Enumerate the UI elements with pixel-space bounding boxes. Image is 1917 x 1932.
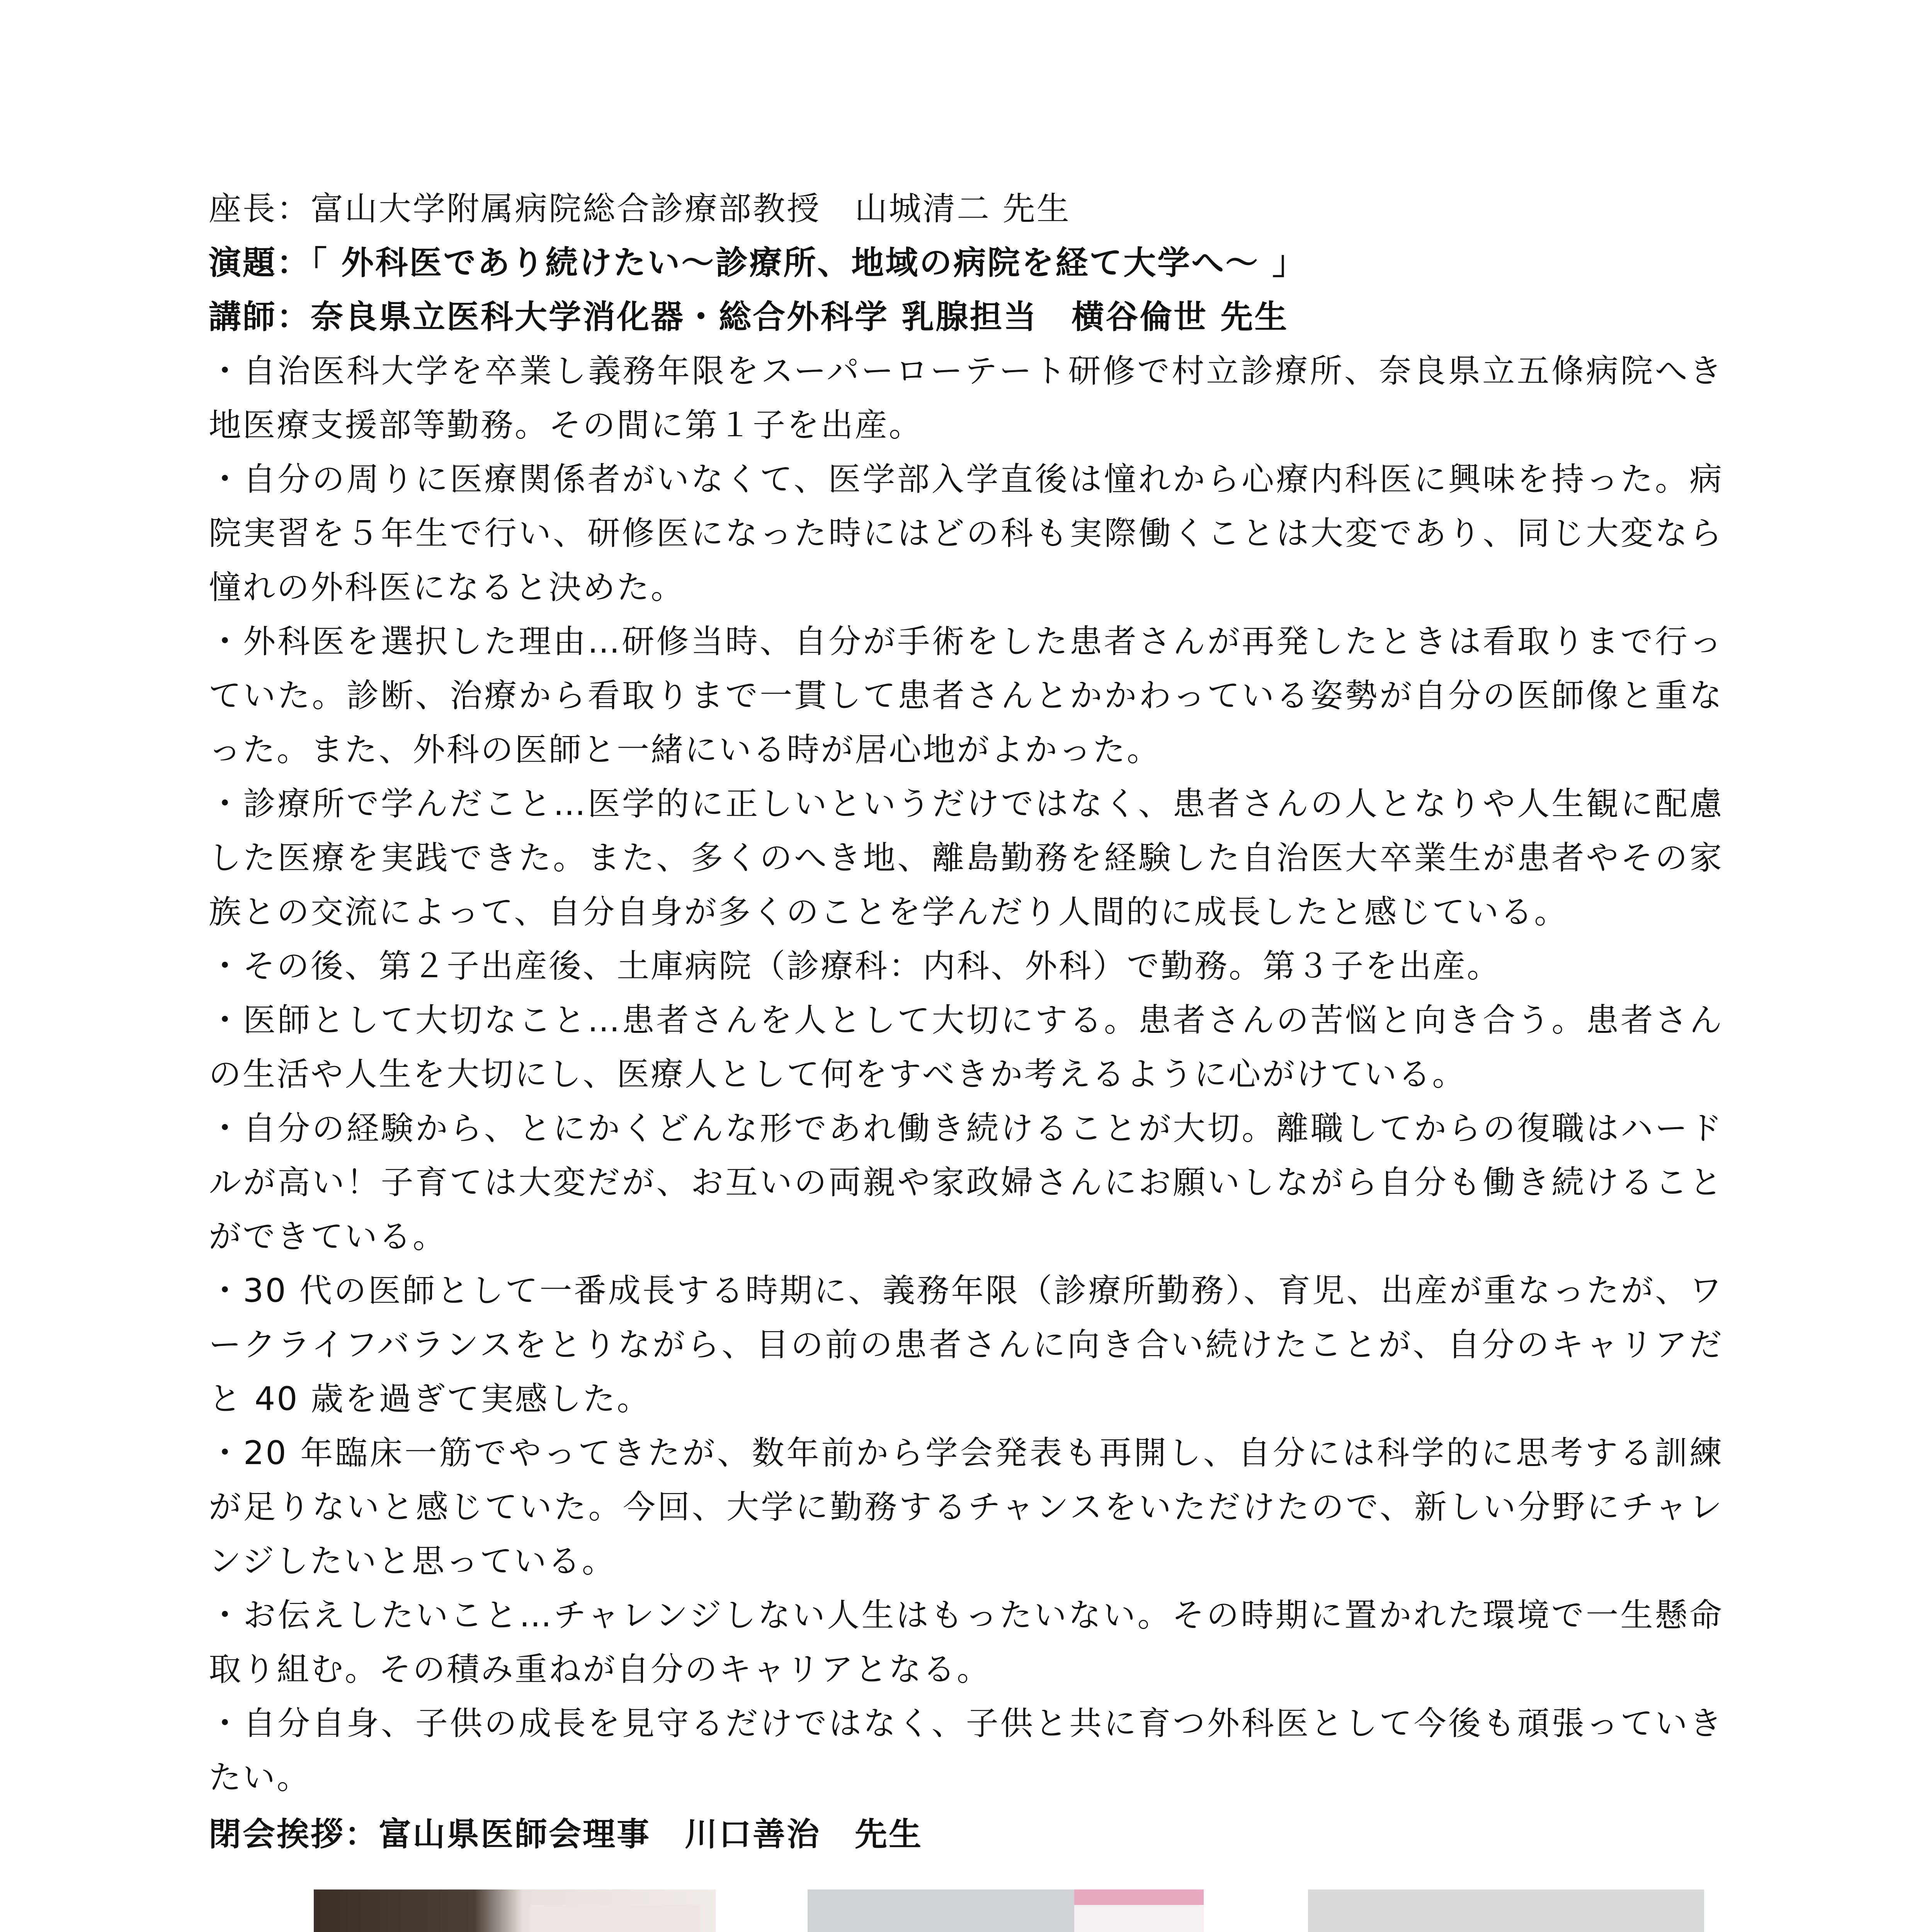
paragraph: ・自分の経験から、とにかくどんな形であれ働き続けることが大切。離職してからの復職はハードルが高い！子育ては大変だが、お互いの両親や家政婦さんにお願いしながら自分も働き続けることができている。 <box>209 1109 1723 1255</box>
paragraph: ・20 年臨床一筋でやってきたが、数年前から学会発表も再開し、自分には科学的に思考する訓練が足りないと感じていた。今回、大学に勤務するチャンスをいただけたので、新しい分野にチャレンジしたいと思っている。 <box>209 1434 1723 1580</box>
paragraph: ・お伝えしたいこと…チャレンジしない人生はもったいない。その時期に置かれた環境で一生懸命取り組む。その積み重ねが自分のキャリアとなる。 <box>209 1596 1723 1688</box>
photo-speaker-hoshino <box>808 1889 1204 1932</box>
paragraph: ・自分の周りに医療関係者がいなくて、医学部入学直後は憧れから心療内科医に興味を持った。病院実習を５年生で行い、研修医になった時にはどの科も実際働くことは大変であり、同じ大変なら憧れの外科医になると決めた。 <box>209 460 1723 606</box>
paragraph: ・その後、第２子出産後、土庫病院（診療科：内科、外科）で勤務。第３子を出産。 <box>209 947 1501 985</box>
paragraph: ・30 代の医師として一番成長する時期に、義務年限（診療所勤務）、育児、出産が重なったが、ワークライフバランスをとりながら、目の前の患者さんに向き合い続けたことが、自分のキャリアだと 40 歳を過ぎて実感した。 <box>209 1272 1723 1418</box>
paragraph: ・外科医を選択した理由…研修当時、自分が手術をした患者さんが再発したときは看取りまで行っていた。診断、治療から看取りまで一貫して患者さんとかかわっている姿勢が自分の医師像と重なった。また、外科の医師と一緒にいる時が居心地がよかった。 <box>209 622 1723 769</box>
projection-screen <box>530 1905 700 1932</box>
paragraph: ・医師として大切なこと…患者さんを人として大切にする。患者さんの苦悩と向き合う。患者さんの生活や人生を大切にし、医療人として何をすべきか考えるように心がけている。 <box>209 1001 1723 1093</box>
chair-line: 座長：富山大学附属病院総合診療部教授 山城清二 先生 <box>209 190 1071 228</box>
main-text <box>209 182 1723 1804</box>
paragraph: ・自分自身、子供の成長を見守るだけではなく、子供と共に育つ外科医として今後も頑張っていきたい。 <box>209 1704 1723 1796</box>
paragraph: ・自治医科大学を卒業し義務年限をスーパーローテート研修で村立診療所、奈良県立五條病院へき地医療支援部等勤務。その間に第１子を出産。 <box>209 352 1723 444</box>
closing-remarks: 閉会挨拶：富山県医師会理事 川口善治 先生 <box>209 1815 923 1853</box>
wall <box>808 1889 1074 1932</box>
lecture-title: 演題：「 外科医であり続けたい～診療所、地域の病院を経て大学へ～ 」 <box>209 244 1306 282</box>
photo-yamashiro-yokotani <box>1308 1889 1704 1932</box>
speaker-line: 講師：奈良県立医科大学消化器・総合外科学 乳腺担当 横谷倫世 先生 <box>209 298 1289 336</box>
banner <box>1074 1889 1204 1932</box>
paragraph: ・診療所で学んだこと…医学的に正しいというだけではなく、患者さんの人となりや人生観に配慮した医療を実践できた。また、多くのへき地、離島勤務を経験した自治医大卒業生が患者やその家族との交流によって、自分自身が多くのことを学んだり人間的に成長したと感じている。 <box>209 785 1723 931</box>
photo-speaker-fujii <box>314 1889 716 1932</box>
